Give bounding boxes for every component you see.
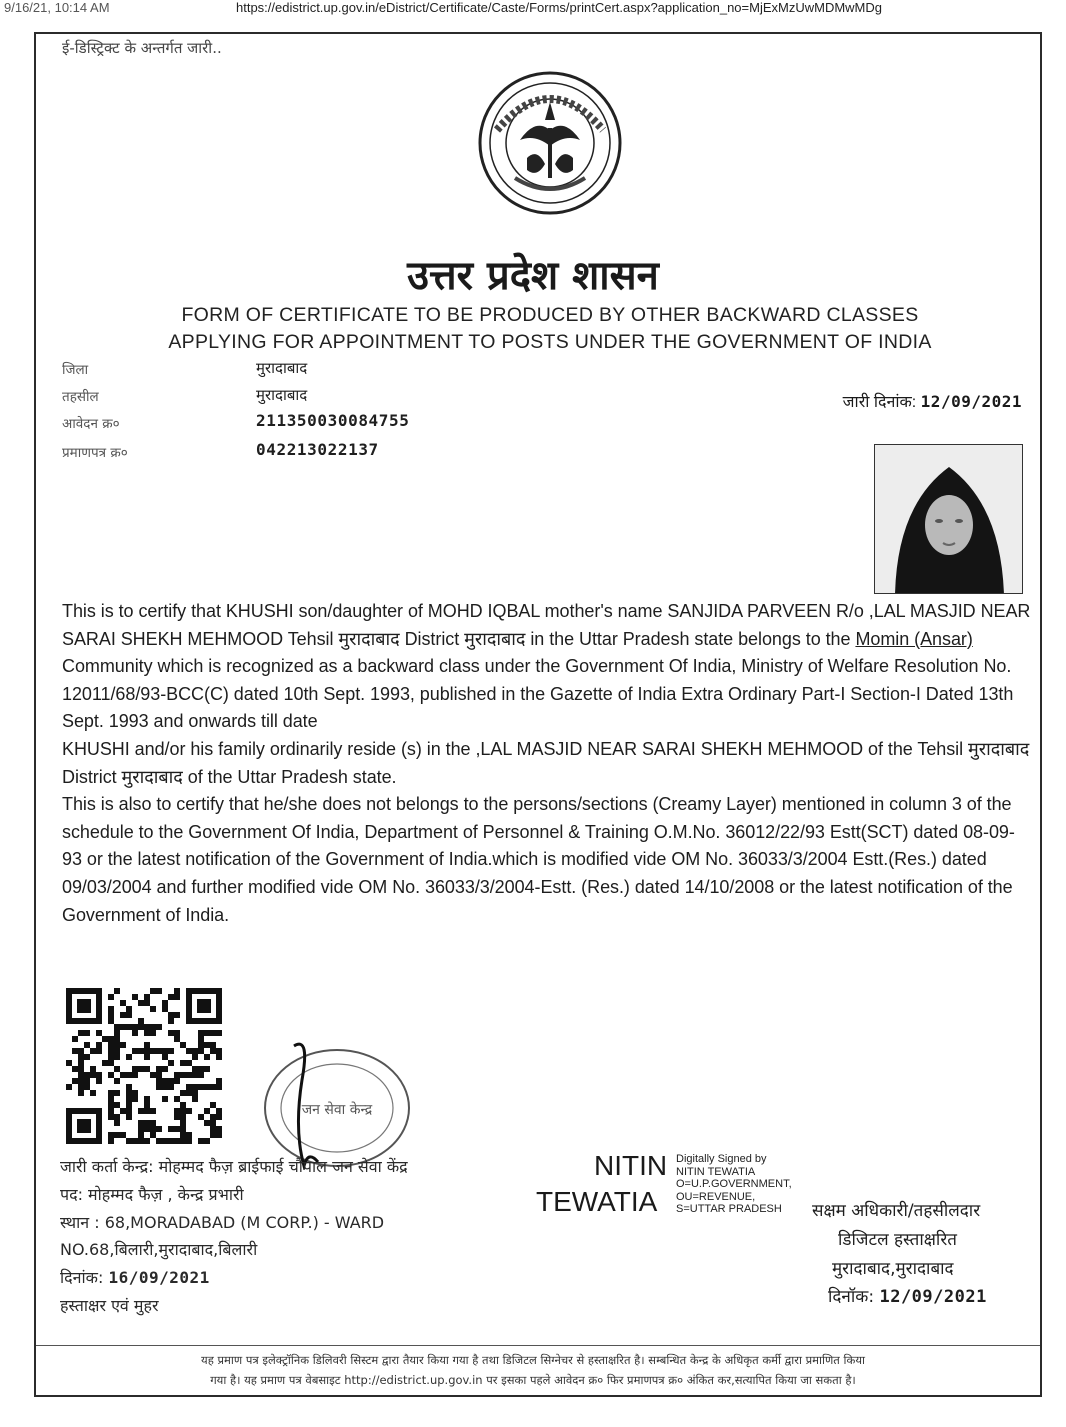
tehsil-label: तहसील [62,389,99,405]
issue-date-value: 12/09/2021 [920,392,1022,411]
browser-url: https://edistrict.up.gov.in/eDistrict/Certificate/Caste/Forms/printCert.aspx?application_no=MjExMzUwMDMwMDg [236,0,882,15]
center-date-label: दिनांक: [60,1268,104,1287]
issuing-center: जारी कर्ता केन्द्र: मोहम्मद फैज़ ब्राईफाई चौपाल जन सेवा केंद्र [60,1157,408,1176]
district-value: मुरादाबाद [256,359,308,377]
residence-paragraph: KHUSHI and/or his family ordinarily reside (s) in the ,LAL MASJID NEAR SARAI SHEKH MEHMOOD of the Tehsil मुरादाबाद District मुरादाबाद of the Uttar Pradesh state. [62,738,1030,787]
application-number-label: आवेदन क्र० [62,416,120,432]
up-state-emblem [475,68,625,218]
form-title-line-1: FORM OF CERTIFICATE TO BE PRODUCED BY OTHER BACKWARD CLASSES [181,304,919,326]
certificate-number-label: प्रमाणपत्र क्र० [62,445,128,461]
creamy-layer-paragraph: This is also to certify that he/she does not belongs to the persons/sections (Creamy Layer) mentioned in column 3 of the schedule to the Government Of India, Department of Personnel & Training O.M.No. 36012/22/93 Estt(SCT) dated 08-09-93 or the latest notification of the Government of India.which is modified vide OM No. 36033/3/2004 Estt.(Res.) dated 09/03/2004 and further modified vide OM No. 36033/3/2004-Estt. (Res.) dated 14/10/2008 or the latest notification of the Government of India. [62,794,1015,925]
place-label: स्थान : [60,1213,100,1232]
form-title-line-2: APPLYING FOR APPOINTMENT TO POSTS UNDER THE GOVERNMENT OF INDIA [168,331,932,353]
center-seal-stamp [242,1040,412,1170]
digital-signed-note: डिजिटल हस्ताक्षरित [838,1230,957,1250]
issue-date [843,390,1022,412]
application-number-value: 211350030084755 [256,411,410,430]
footer-note-line-2: गया है। यह प्रमाण पत्र वेबसाइट http://edistrict.up.gov.in पर इसका पहले आवेदन क्र० फिर प्रमाणपत्र क्र० अंकित कर,सत्यापित किया जा सकता है। [210,1373,856,1387]
authority-title: सक्षम अधिकारी/तहसीलदार [812,1201,981,1221]
place-line-2: NO.68,बिलारी,मुरादाबाद,बिलारी [60,1240,258,1259]
center-date-value: 16/09/2021 [108,1268,210,1287]
certify-paragraph: This is to certify that KHUSHI son/daughter of MOHD IQBAL mother's name SANJIDA PARVEEN R/o ,LAL MASJID NEAR SARAI SHEKH MEHMOOD Tehsil मुरादाबाद District मुरादाबाद in the Uttar Pradesh state belongs to the Momin (Ansar) Community which is recognized as a backward class under the Government Of India, Ministry of Welfare Resolution No. 12011/68/93-BCC(C) dated 10th Sept. 1993, published in the Gazette of India Extra Ordinary Part-I Section-I Dated 13th Sept. 1993 and onwards till date [62,601,1031,732]
stamp-text: जन सेवा केन्द्र [301,1102,373,1118]
authority-location: मुरादाबाद,मुरादाबाद [832,1259,954,1279]
verification-qr-code [66,988,222,1144]
applicant-photo [874,444,1023,594]
place-line-1: 68,MORADABAD (M CORP.) - WARD [104,1213,385,1232]
issuing-center-date [60,1266,210,1288]
footer-divider [36,1345,1040,1346]
authority-date [828,1284,987,1307]
issuing-center-place [60,1211,384,1233]
browser-timestamp: 9/16/21, 10:14 AM [4,0,110,15]
digital-signature-details: Digitally Signed by NITIN TEWATIA O=U.P.GOVERNMENT, OU=REVENUE, S=UTTAR PRADESH [676,1153,792,1215]
issued-note: ई-डिस्ट्रिक्ट के अन्तर्गत जारी.. [62,39,222,57]
signer-last-name: TEWATIA [536,1186,658,1217]
government-title: उत्तर प्रदेश शासन [407,252,659,299]
certificate-number-value: 042213022137 [256,440,379,459]
footer-note-line-1: यह प्रमाण पत्र इलेक्ट्रॉनिक डिलिवरी सिस्टम द्वारा तैयार किया गया है तथा डिजिटल सिग्नेचर से हस्ताक्षरित है। सम्बन्धित केन्द्र के अधिकृत कर्मी द्वारा प्रमाणित किया [201,1353,865,1367]
signer-first-name: NITIN [594,1150,668,1181]
issue-date-label: जारी दिनांक: [842,394,917,411]
authority-date-label: दिनॉक: [828,1287,875,1307]
certificate-body [62,598,1032,929]
authority-date-value: 12/09/2021 [879,1287,987,1307]
tehsil-value: मुरादाबाद [256,386,308,404]
community-name: Momin (Ansar) [855,628,973,649]
issuing-center-post: पद: मोहम्मद फैज़ , केन्द्र प्रभारी [60,1185,244,1204]
signature-seal-label: हस्ताक्षर एवं मुहर [60,1296,159,1315]
district-label: जिला [62,362,89,378]
